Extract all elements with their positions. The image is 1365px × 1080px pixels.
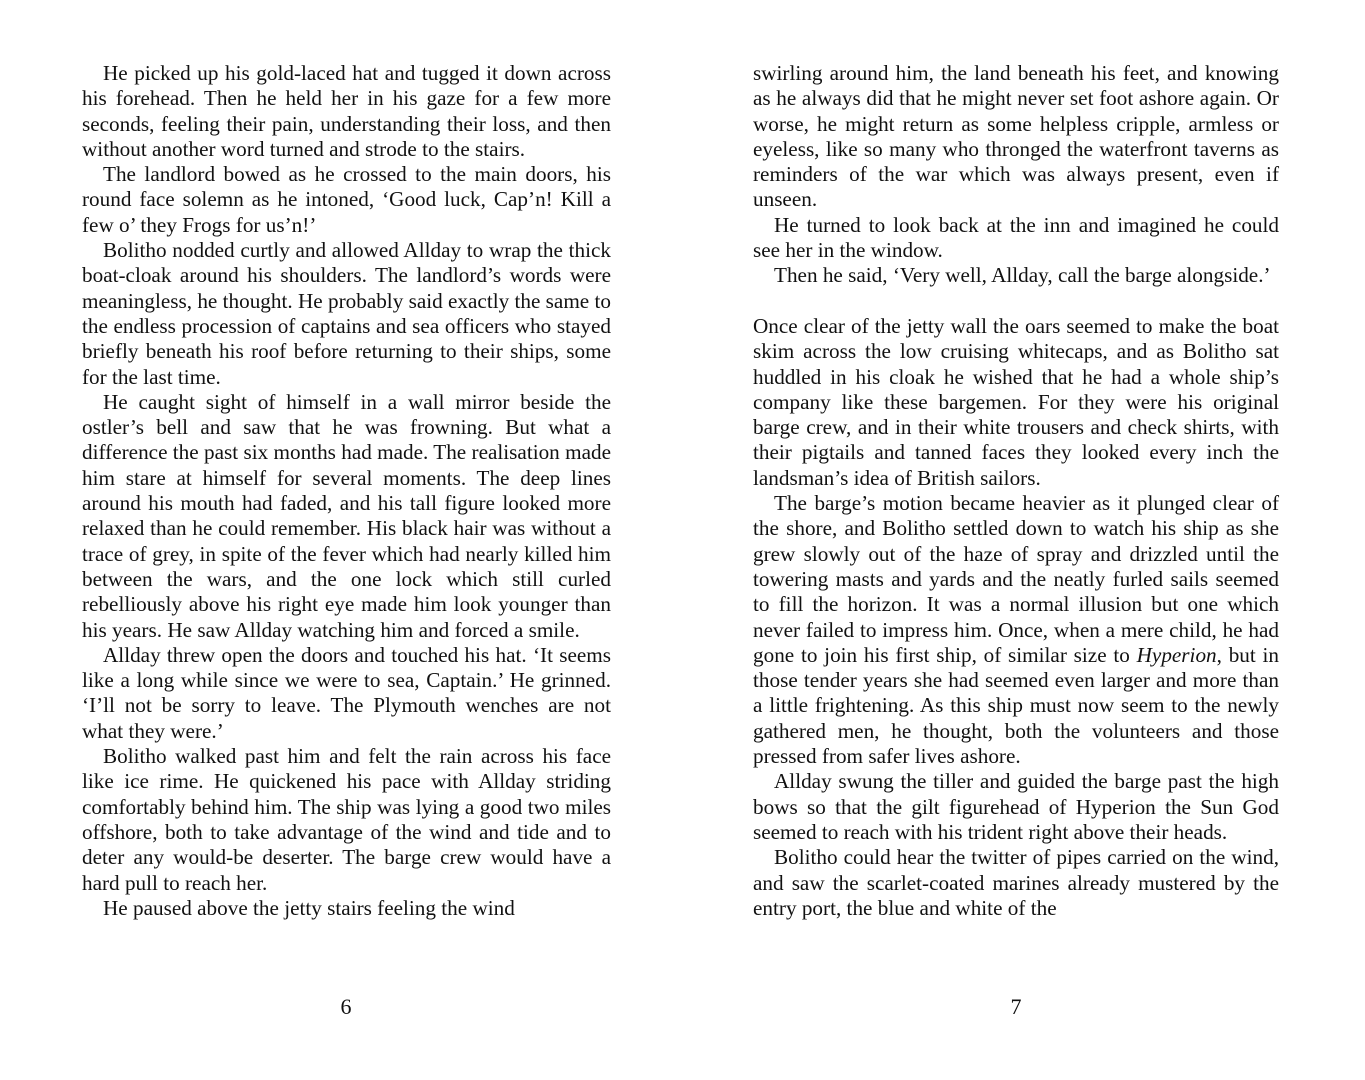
section-opening-paragraph: Once clear of the jetty wall the oars seemed to make the boat skim across the low cruising whitecaps, and as Bolitho sat huddled in his cloak he wished that he had a whole ship’s company like these bargemen. For they were his original barge crew, and in their white trousers and check shirts, with their pigtails and tanned faces they looked every inch the landsman’s idea of British sailors. — [753, 313, 1279, 490]
paragraph: The landlord bowed as he crossed to the main doors, his round face solemn as he intoned, ‘Good luck, Cap’n! Kill a few o’ they Frogs for us’n!’ — [82, 162, 611, 237]
page-number-left: 6 — [340, 994, 352, 1019]
paragraph-text: The barge’s motion became heavier as it plunged clear of the shore, and Bolitho settled down to watch his ship as she grew slowly out of the haze of spray and drizzled until the towering masts and yards and the neatly furled sails seemed to fill the horizon. It was a normal illusion but one which never failed to impress him. Once, when a mere child, he had gone to join his first ship, of similar size to — [753, 491, 1279, 667]
right-page — [753, 61, 1279, 921]
paragraph-continued: swirling around him, the land beneath his feet, and knowing as he always did that he might never set foot ashore again. Or worse, he might return as some helpless cripple, armless or eyeless, like so many who thronged the waterfront taverns as reminders of the war which was always present, even if unseen. — [753, 61, 1279, 212]
paragraph: He caught sight of himself in a wall mirror beside the ostler’s bell and saw that he was frowning. But what a difference the past six months had made. The realisation made him stare at himself for several moments. The deep lines around his mouth had faded, and his tall figure looked more relaxed than he could remember. His black hair was without a trace of grey, in spite of the fever which had nearly killed him between the wars, and the one lock which still curled rebelliously above his right eye made him look younger than his years. He saw Allday watching him and forced a smile. — [82, 389, 611, 642]
paragraph: Allday swung the tiller and guided the barge past the high bows so that the gilt figurehead of Hyperion the Sun God seemed to reach with his trident right above their heads. — [753, 769, 1279, 844]
paragraph-with-italic — [753, 491, 1279, 769]
paragraph: Allday threw open the doors and touched his hat. ‘It seems like a long while since we were to sea, Captain.’ He grinned. ‘I’ll not be sorry to leave. The Plymouth wenches are not what they were.’ — [82, 642, 611, 743]
italic-ship-name: Hyperion — [1136, 642, 1217, 667]
paragraph-text: , but in those tender years she had seemed even larger and more than a little frightening. As this ship must now seem to the newly gathered men, he thought, both the volunteers and those pressed from safer lives ashore. — [753, 642, 1280, 769]
left-page — [82, 61, 611, 921]
paragraph: He turned to look back at the inn and imagined he could see her in the window. — [753, 212, 1279, 263]
paragraph: Bolitho walked past him and felt the rain across his face like ice rime. He quickened his pace with Allday striding comfortably behind him. The ship was lying a good two miles offshore, both to take advantage of the wind and tide and to deter any would-be deserter. The barge crew would have a hard pull to reach her. — [82, 744, 611, 895]
paragraph: Then he said, ‘Very well, Allday, call the barge alongside.’ — [774, 263, 1271, 288]
paragraph: Bolitho nodded curtly and allowed Allday to wrap the thick boat-cloak around his shoulders. The landlord’s words were meaningless, he thought. He probably said exactly the same to the endless procession of captains and sea officers who stayed briefly beneath his roof before returning to their ships, some for the last time. — [82, 238, 611, 389]
page-number-right: 7 — [1010, 994, 1022, 1019]
paragraph: Bolitho could hear the twitter of pipes carried on the wind, and saw the scarlet-coated marines already mustered by the entry port, the blue and white of the — [753, 845, 1279, 920]
paragraph: He picked up his gold-laced hat and tugged it down across his forehead. Then he held her in his gaze for a few more seconds, feeling their pain, understanding their loss, and then without another word turned and strode to the stairs. — [82, 61, 611, 161]
paragraph: He paused above the jetty stairs feeling the wind — [103, 895, 515, 920]
